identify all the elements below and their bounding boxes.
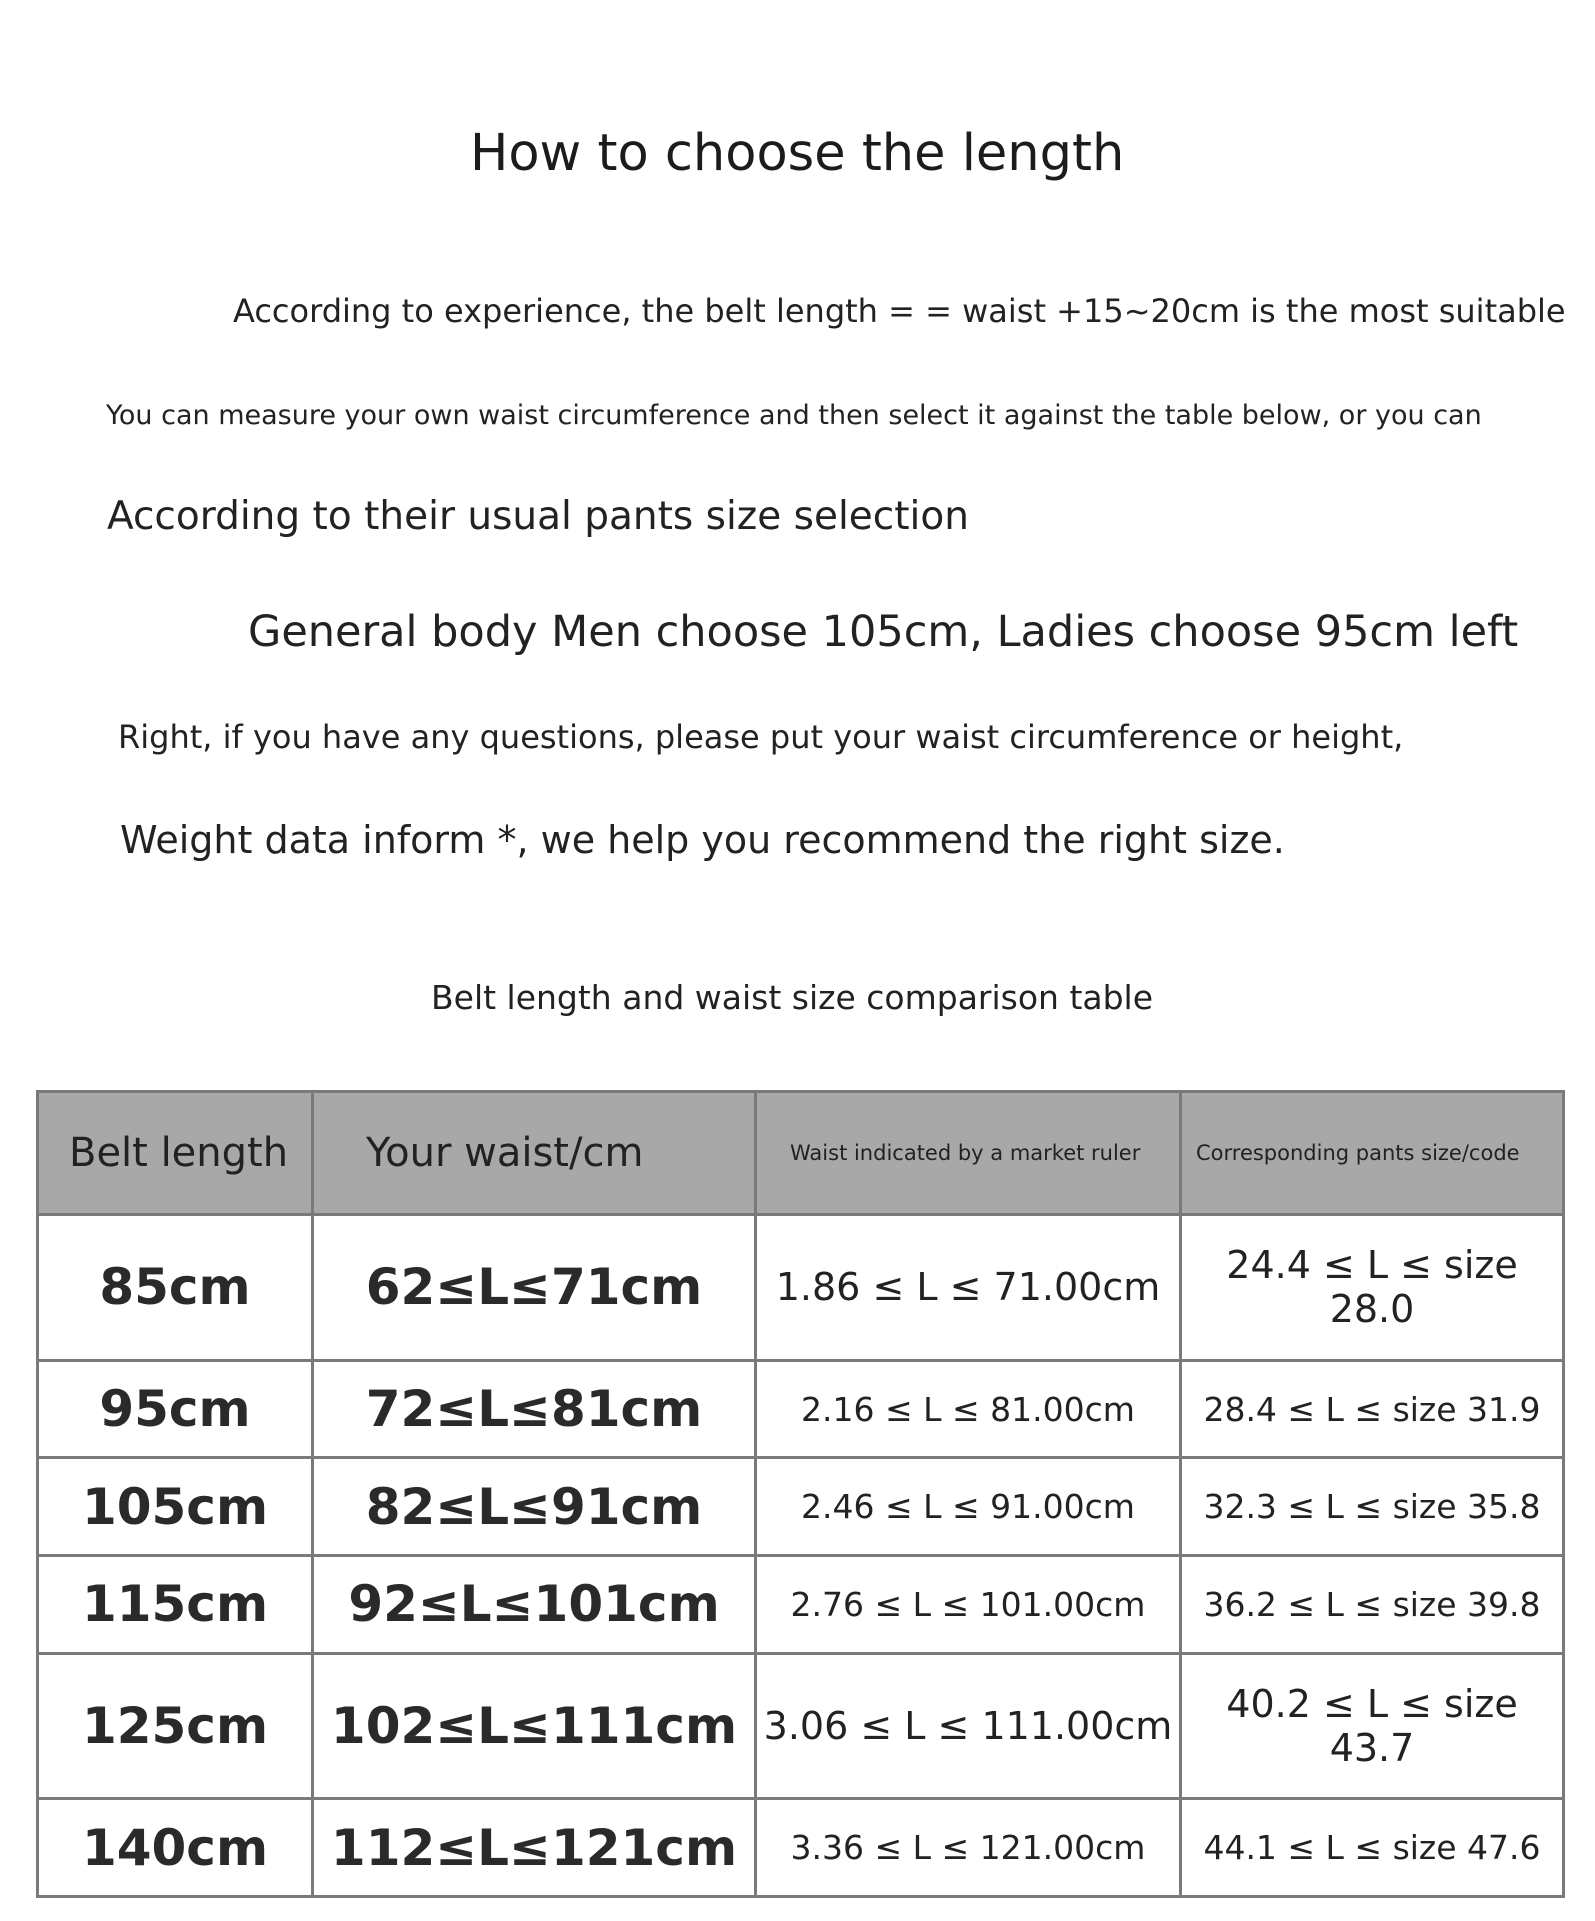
waist-range-cell: 82≤L≤91cm [313, 1458, 756, 1556]
belt-length-cell: 115cm [38, 1555, 313, 1653]
belt-length-cell: 95cm [38, 1360, 313, 1458]
pants-size-cell: 40.2 ≤ L ≤ size 43.7 [1181, 1653, 1564, 1799]
header-belt-length: Belt length [38, 1092, 313, 1215]
instruction-pants-size: According to their usual pants size selection [107, 494, 969, 539]
table-row [38, 1555, 1564, 1653]
table-caption: Belt length and waist size comparison table [431, 978, 1154, 1017]
waist-range-cell: 62≤L≤71cm [313, 1215, 756, 1361]
instruction-questions: Right, if you have any questions, please put your waist circumference or height, [118, 718, 1404, 756]
table-row [38, 1799, 1564, 1897]
table-row [38, 1360, 1564, 1458]
pants-size-cell: 28.4 ≤ L ≤ size 31.9 [1181, 1360, 1564, 1458]
header-your-waist: Your waist/cm [313, 1092, 756, 1215]
instruction-measure: You can measure your own waist circumference and then select it against the table below, or you can [106, 400, 1482, 431]
header-pants-size: Corresponding pants size/code [1181, 1092, 1564, 1215]
page-title: How to choose the length [470, 124, 1125, 183]
market-ruler-cell: 3.06 ≤ L ≤ 111.00cm [756, 1653, 1181, 1799]
pants-size-cell: 36.2 ≤ L ≤ size 39.8 [1181, 1555, 1564, 1653]
waist-range-cell: 112≤L≤121cm [313, 1799, 756, 1897]
instruction-general-body: General body Men choose 105cm, Ladies choose 95cm left [248, 607, 1519, 657]
market-ruler-cell: 2.16 ≤ L ≤ 81.00cm [756, 1360, 1181, 1458]
table-row [38, 1653, 1564, 1799]
waist-range-cell: 102≤L≤111cm [313, 1653, 756, 1799]
pants-size-cell: 32.3 ≤ L ≤ size 35.8 [1181, 1458, 1564, 1556]
table-row [38, 1458, 1564, 1556]
instruction-rule: According to experience, the belt length = = waist +15~20cm is the most suitable [233, 292, 1566, 330]
belt-length-cell: 125cm [38, 1653, 313, 1799]
market-ruler-cell: 2.46 ≤ L ≤ 91.00cm [756, 1458, 1181, 1556]
pants-size-cell: 24.4 ≤ L ≤ size 28.0 [1181, 1215, 1564, 1361]
market-ruler-cell: 1.86 ≤ L ≤ 71.00cm [756, 1215, 1181, 1361]
size-comparison-table [36, 1090, 1565, 1898]
table-row [38, 1215, 1564, 1361]
belt-length-cell: 105cm [38, 1458, 313, 1556]
market-ruler-cell: 3.36 ≤ L ≤ 121.00cm [756, 1799, 1181, 1897]
instruction-recommend: Weight data inform *, we help you recommend the right size. [120, 818, 1285, 862]
market-ruler-cell: 2.76 ≤ L ≤ 101.00cm [756, 1555, 1181, 1653]
belt-length-cell: 85cm [38, 1215, 313, 1361]
header-market-ruler-waist: Waist indicated by a market ruler [756, 1092, 1181, 1215]
table-header-row [38, 1092, 1564, 1215]
pants-size-cell: 44.1 ≤ L ≤ size 47.6 [1181, 1799, 1564, 1897]
waist-range-cell: 72≤L≤81cm [313, 1360, 756, 1458]
belt-length-cell: 140cm [38, 1799, 313, 1897]
waist-range-cell: 92≤L≤101cm [313, 1555, 756, 1653]
